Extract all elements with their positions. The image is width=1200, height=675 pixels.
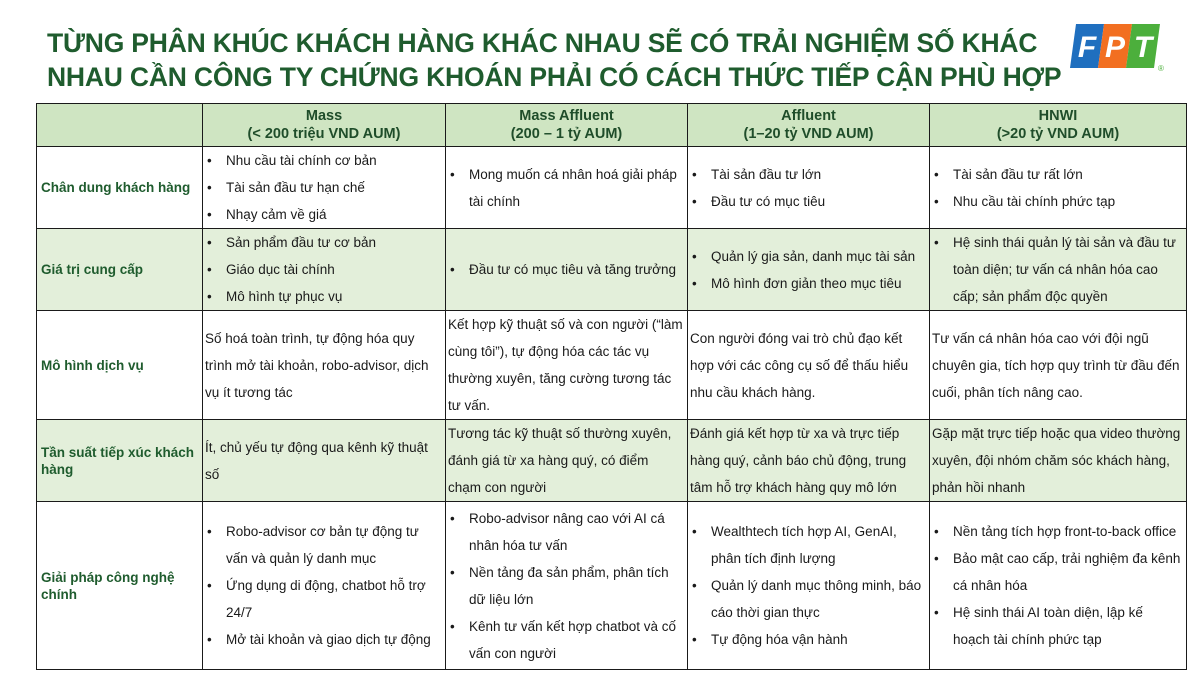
bullet-item: • Đầu tư có mục tiêu (690, 188, 926, 215)
cell-mass (203, 229, 446, 311)
bullet-item: • Mở tài khoản và giao dịch tự động (205, 626, 442, 653)
cell-text: Số hoá toàn trình, tự động hóa quy trình mở tài khoản, robo-advisor, dịch vụ ít tương tác (205, 330, 429, 400)
bullet-item: • Mô hình đơn giản theo mục tiêu (690, 270, 926, 297)
bullet-item: • Tài sản đầu tư hạn chế (205, 174, 442, 201)
bullet-item: • Robo-advisor nâng cao với AI cá nhân hóa tư vấn (448, 505, 684, 559)
title-line-2: NHAU CẦN CÔNG TY CHỨNG KHOÁN PHẢI CÓ CÁCH THỨC TIẾP CẬN PHÙ HỢP (47, 62, 1062, 92)
logo-letter-t: T (1133, 31, 1153, 64)
cell-mass-affluent (446, 147, 688, 229)
bullet-item: • Mô hình tự phục vụ (205, 283, 442, 310)
column-header-hnwi (930, 104, 1187, 147)
bullet-item: • Sản phẩm đầu tư cơ bản (205, 229, 442, 256)
column-sub: (200 – 1 tỷ AUM) (510, 126, 623, 142)
bullet-item: • Hệ sinh thái quản lý tài sản và đầu tư toàn diện; tư vấn cá nhân hóa cao cấp; sản phẩm độc quyền (932, 229, 1183, 310)
bullet-item: • Nhu cầu tài chính cơ bản (205, 147, 442, 174)
bullet-item: • Bảo mật cao cấp, trải nghiệm đa kênh cá nhân hóa (932, 545, 1183, 599)
row-label: Chân dung khách hàng (37, 147, 203, 229)
bullet-item: • Quản lý gia sản, danh mục tài sản (690, 243, 926, 270)
bullet-item: • Tự động hóa vận hành (690, 626, 926, 653)
cell-mass-affluent (446, 420, 688, 502)
cell-mass (203, 311, 446, 420)
cell-affluent (688, 311, 930, 420)
title-line-1: TỪNG PHÂN KHÚC KHÁCH HÀNG KHÁC NHAU SẼ CÓ TRẢI NGHIỆM SỐ KHÁC (47, 28, 1038, 58)
table-row-contact-frequency (37, 420, 1187, 502)
bullet-item: • Tài sản đầu tư lớn (690, 161, 926, 188)
cell-text: Đánh giá kết hợp từ xa và trực tiếp hàng quý, cảnh báo chủ động, trung tâm hỗ trợ khách hàng quy mô lớn (690, 426, 907, 495)
column-name: Affluent (781, 108, 836, 124)
cell-hnwi (930, 229, 1187, 311)
bullet-item: • Giáo dục tài chính (205, 256, 442, 283)
logo-letter-p: P (1104, 31, 1126, 64)
bullet-item: • Đầu tư có mục tiêu và tăng trưởng (448, 256, 684, 283)
cell-mass (203, 502, 446, 670)
row-label: Giá trị cung cấp (37, 229, 203, 311)
bullet-item: • Quản lý danh mục thông minh, báo cáo thời gian thực (690, 572, 926, 626)
cell-mass-affluent (446, 502, 688, 670)
cell-affluent (688, 229, 930, 311)
column-name: HNWI (1038, 108, 1078, 124)
column-name: Mass Affluent (519, 108, 614, 124)
logo-letter-f: F (1077, 31, 1097, 64)
row-label: Mô hình dịch vụ (37, 311, 203, 420)
cell-mass-affluent (446, 311, 688, 420)
column-header-mass-affluent (446, 104, 688, 147)
registered-mark: ® (1158, 64, 1164, 72)
table-header-row (37, 104, 1187, 147)
table-row-service-model (37, 311, 1187, 420)
column-sub: (1–20 tỷ VND AUM) (743, 126, 874, 142)
cell-hnwi (930, 311, 1187, 420)
cell-text: Tương tác kỹ thuật số thường xuyên, đánh giá từ xa hàng quý, có điểm chạm con người (448, 426, 672, 495)
table-row-customer-profile (37, 147, 1187, 229)
table-row-value-proposition (37, 229, 1187, 311)
column-sub: (< 200 triệu VND AUM) (247, 126, 401, 142)
cell-hnwi (930, 147, 1187, 229)
cell-hnwi (930, 502, 1187, 670)
cell-affluent (688, 147, 930, 229)
bullet-item: • Nền tảng tích hợp front-to-back office (932, 518, 1183, 545)
bullet-item: • Nhu cầu tài chính phức tạp (932, 188, 1183, 215)
bullet-item: • Hệ sinh thái AI toàn diện, lập kế hoạch tài chính phức tạp (932, 599, 1183, 653)
bullet-item: • Mong muốn cá nhân hoá giải pháp tài chính (448, 161, 684, 215)
bullet-item: • Nhạy cảm về giá (205, 201, 442, 228)
bullet-item: • Kênh tư vấn kết hợp chatbot và cố vấn con người (448, 613, 684, 667)
table-row-key-tech-solutions (37, 502, 1187, 670)
row-label: Tần suất tiếp xúc khách hàng (37, 420, 203, 502)
cell-mass (203, 420, 446, 502)
cell-mass-affluent (446, 229, 688, 311)
cell-text: Con người đóng vai trò chủ đạo kết hợp với các công cụ số để thấu hiểu nhu cầu khách hàng. (690, 330, 909, 400)
bullet-item: • Robo-advisor cơ bản tự động tư vấn và quản lý danh mục (205, 518, 442, 572)
cell-text: Tư vấn cá nhân hóa cao với đội ngũ chuyên gia, tích hợp quy trình từ đầu đến cuối, phân tích nâng cao. (932, 330, 1180, 400)
cell-text: Kết hợp kỹ thuật số và con người (“làm cùng tôi”), tự động hóa các tác vụ thường xuyên, tăng cường tương tác tư vấn. (448, 317, 683, 413)
segment-comparison-table (36, 103, 1187, 670)
bullet-item: • Nền tảng đa sản phẩm, phân tích dữ liệu lớn (448, 559, 684, 613)
column-name: Mass (305, 108, 343, 124)
cell-affluent (688, 502, 930, 670)
fpt-logo (1068, 20, 1168, 72)
bullet-item: • Ứng dụng di động, chatbot hỗ trợ 24/7 (205, 572, 442, 626)
corner-cell (37, 104, 203, 147)
cell-text: Gặp mặt trực tiếp hoặc qua video thường xuyên, đội nhóm chăm sóc khách hàng, phản hồi nhanh (932, 426, 1181, 495)
bullet-item: • Tài sản đầu tư rất lớn (932, 161, 1183, 188)
row-label: Giải pháp công nghệ chính (37, 502, 203, 670)
column-header-affluent (688, 104, 930, 147)
cell-text: Ít, chủ yếu tự động qua kênh kỹ thuật số (205, 439, 428, 482)
column-header-mass (203, 104, 446, 147)
bullet-item: • Wealthtech tích hợp AI, GenAI, phân tích định lượng (690, 518, 926, 572)
cell-mass (203, 147, 446, 229)
column-sub: (>20 tỷ VND AUM) (996, 126, 1120, 142)
page-title (47, 26, 1062, 94)
cell-hnwi (930, 420, 1187, 502)
cell-affluent (688, 420, 930, 502)
